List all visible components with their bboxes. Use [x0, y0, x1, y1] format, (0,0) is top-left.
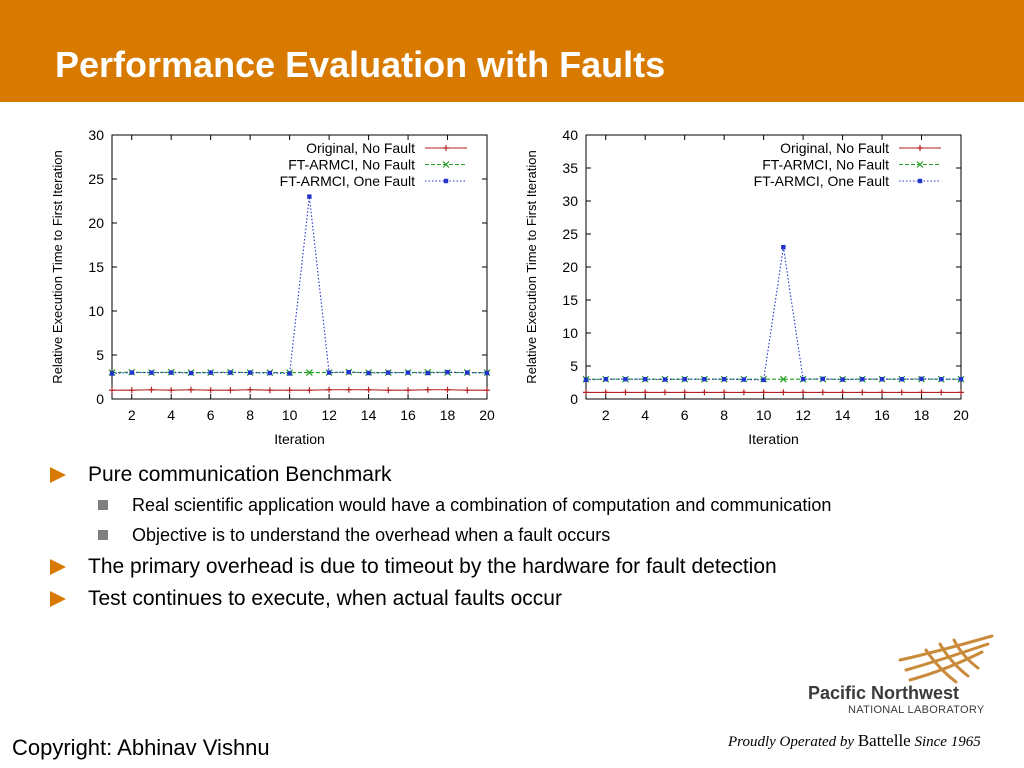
data-point — [485, 371, 489, 375]
x-tick-label: 16 — [874, 407, 890, 423]
arrow-bullet-icon — [50, 467, 66, 483]
y-tick-label: 15 — [562, 292, 578, 308]
data-point — [860, 377, 864, 381]
x-tick-label: 16 — [400, 407, 416, 423]
bullet-item — [50, 586, 1000, 611]
data-point — [584, 378, 588, 382]
data-point — [663, 377, 667, 381]
data-point — [880, 377, 884, 381]
x-axis-label: Iteration — [748, 431, 799, 447]
square-bullet-icon — [98, 500, 108, 510]
x-tick-label: 12 — [795, 407, 811, 423]
y-tick-label: 35 — [562, 160, 578, 176]
data-point — [110, 371, 114, 375]
data-point — [130, 370, 134, 374]
legend-label: Original, No Fault — [780, 140, 889, 156]
data-point — [149, 370, 153, 374]
legend-label: Original, No Fault — [306, 140, 415, 156]
operated-prefix: Proudly Operated by — [728, 734, 855, 750]
x-tick-label: 8 — [246, 407, 255, 423]
data-point — [801, 377, 805, 381]
data-point — [742, 377, 746, 381]
bullet-text: The primary overhead is due to timeout by the hardware for fault detection — [88, 555, 777, 578]
x-tick-label: 2 — [601, 407, 610, 423]
data-point — [959, 377, 963, 381]
operated-org: Battelle — [857, 731, 911, 750]
x-tick-label: 10 — [755, 407, 772, 423]
data-point — [347, 370, 351, 374]
copyright-text: Copyright: Abhinav Vishnu — [12, 735, 270, 760]
title-bar — [0, 0, 1024, 102]
x-tick-label: 20 — [953, 407, 969, 423]
data-point — [821, 377, 825, 381]
x-tick-label: 18 — [913, 407, 930, 423]
x-tick-label: 14 — [834, 407, 851, 423]
bullet-text: Pure communication Benchmark — [88, 463, 392, 486]
x-axis-label: Iteration — [274, 431, 325, 447]
y-axis-label: Relative Execution Time to First Iteration — [524, 150, 539, 384]
data-point — [900, 377, 904, 381]
data-point — [939, 377, 943, 381]
pnnl-logo — [800, 630, 1000, 720]
x-tick-label: 18 — [439, 407, 456, 423]
data-point — [386, 370, 390, 374]
data-point — [248, 370, 252, 374]
data-point — [702, 377, 706, 381]
legend-label: FT-ARMCI, No Fault — [762, 156, 889, 173]
legend-label: FT-ARMCI, No Fault — [288, 156, 415, 173]
operated-by-text — [728, 731, 981, 751]
square-bullet-icon — [98, 530, 108, 540]
pnnl-mark-icon — [896, 630, 996, 685]
x-tick-label: 8 — [720, 407, 729, 423]
y-tick-label: 25 — [88, 171, 104, 187]
data-point — [781, 245, 785, 249]
data-point — [169, 370, 173, 374]
y-tick-label: 30 — [88, 127, 104, 143]
x-tick-label: 6 — [206, 407, 215, 423]
data-point — [444, 179, 448, 183]
data-point — [189, 371, 193, 375]
data-point — [445, 370, 449, 374]
arrow-bullet-icon — [50, 591, 66, 607]
y-tick-label: 40 — [562, 127, 578, 143]
sub-bullet-text: Real scientific application would have a combination of computation and communication — [132, 495, 832, 515]
sub-bullet-text: Objective is to understand the overhead when a fault occurs — [132, 525, 611, 545]
data-point — [918, 179, 922, 183]
legend-label: FT-ARMCI, One Fault — [279, 173, 415, 189]
data-point — [722, 377, 726, 381]
data-point — [228, 370, 232, 374]
data-point — [287, 371, 291, 375]
data-point — [406, 370, 410, 374]
data-point — [840, 377, 844, 381]
chart-right — [506, 118, 986, 453]
data-point — [623, 377, 627, 381]
x-tick-label: 4 — [641, 407, 650, 423]
data-point — [366, 371, 370, 375]
data-point — [307, 194, 311, 198]
operated-suffix: Since 1965 — [914, 734, 981, 750]
data-point — [919, 377, 923, 381]
sub-bullet-item — [98, 494, 932, 516]
arrow-bullet-icon — [50, 559, 66, 575]
data-point — [682, 377, 686, 381]
x-tick-label: 20 — [479, 407, 495, 423]
data-point — [327, 370, 331, 374]
bullet-text: Test continues to execute, when actual faults occur — [88, 587, 562, 610]
logo-name: Pacific Northwest — [808, 683, 960, 703]
y-tick-label: 15 — [88, 259, 104, 275]
y-tick-label: 0 — [96, 391, 104, 407]
y-tick-label: 5 — [96, 347, 104, 363]
x-tick-label: 6 — [680, 407, 689, 423]
bullet-list — [50, 462, 1000, 618]
x-tick-label: 14 — [360, 407, 377, 423]
chart-left — [32, 118, 512, 453]
y-tick-label: 10 — [562, 325, 578, 341]
legend-label: FT-ARMCI, One Fault — [753, 173, 889, 189]
y-tick-label: 20 — [88, 215, 104, 231]
bullet-item — [50, 554, 1000, 579]
bullet-item — [50, 462, 1000, 487]
logo-subtitle: NATIONAL LABORATORY — [848, 704, 985, 716]
data-point — [268, 371, 272, 375]
y-tick-label: 5 — [570, 358, 578, 374]
x-tick-label: 10 — [281, 407, 298, 423]
x-tick-label: 2 — [127, 407, 136, 423]
y-tick-label: 10 — [88, 303, 104, 319]
y-tick-label: 30 — [562, 193, 578, 209]
data-point — [604, 377, 608, 381]
x-tick-label: 12 — [321, 407, 337, 423]
data-point — [208, 370, 212, 374]
y-tick-label: 25 — [562, 226, 578, 242]
x-tick-label: 4 — [167, 407, 176, 423]
y-tick-label: 0 — [570, 391, 578, 407]
y-axis-label: Relative Execution Time to First Iteration — [50, 150, 65, 384]
data-point — [643, 377, 647, 381]
data-point — [426, 371, 430, 375]
y-tick-label: 20 — [562, 259, 578, 275]
data-point — [761, 378, 765, 382]
slide-title: Performance Evaluation with Faults — [55, 44, 666, 85]
sub-bullet-item — [98, 524, 932, 546]
data-point — [465, 370, 469, 374]
